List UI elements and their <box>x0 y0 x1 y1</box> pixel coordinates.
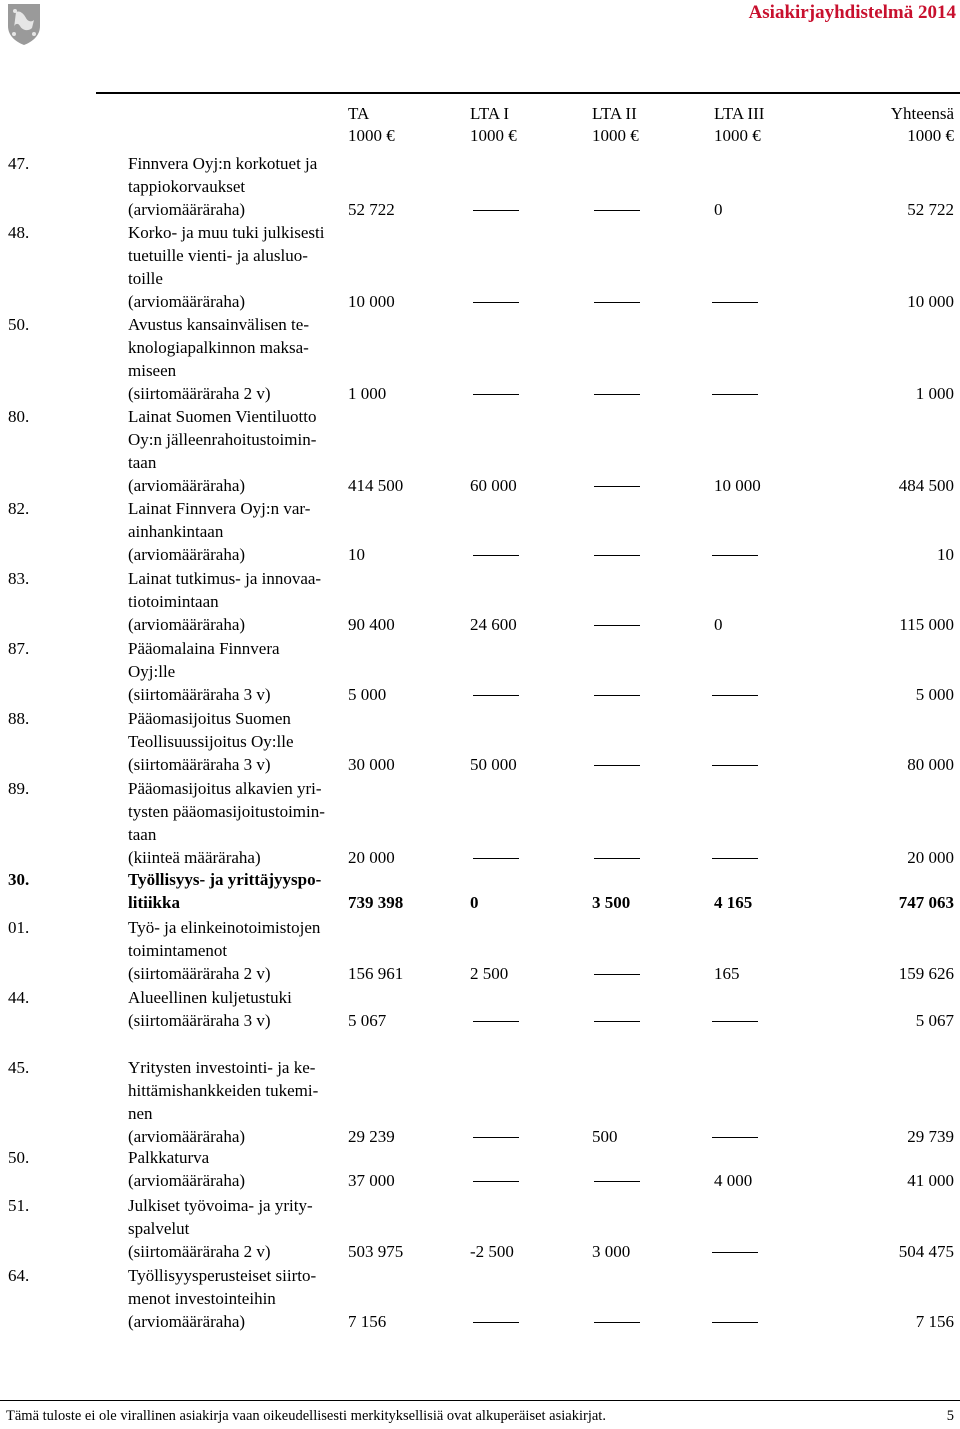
description-line: Oy:n jälleenrahoitustoimin- <box>128 430 317 449</box>
description-line: Avustus kansainvälisen te- <box>128 315 309 334</box>
column-header-lta2: LTA II 1000 € <box>592 104 639 145</box>
description-line: Lainat Suomen Vientiluotto <box>128 407 317 426</box>
value-l1: 2 500 <box>470 964 509 983</box>
description-line: (arviomääräraha) <box>128 292 246 311</box>
value-ta: 10 <box>348 545 365 564</box>
value-l1: 0 <box>470 893 479 912</box>
description-line: Oyj:lle <box>128 662 176 681</box>
page-header <box>0 0 960 68</box>
description-line: nen <box>128 1104 153 1123</box>
row-description <box>128 1056 340 1148</box>
empty-value-dash <box>712 1252 758 1253</box>
row-number: 64. <box>8 1266 30 1285</box>
value-ta: 30 000 <box>348 755 395 774</box>
row-number: 80. <box>8 407 30 426</box>
row-description <box>128 986 340 1032</box>
row-number: 47. <box>8 154 30 173</box>
row-description <box>128 637 340 706</box>
empty-value-dash <box>594 974 640 975</box>
value-tot: 747 063 <box>898 893 954 912</box>
row-description <box>128 777 340 869</box>
empty-value-dash <box>712 695 758 696</box>
description-line: tysten pääomasijoitustoimin- <box>128 802 325 821</box>
column-header-lta3: LTA III 1000 € <box>714 104 765 145</box>
empty-value-dash <box>473 695 519 696</box>
description-line: hittämishankkeiden tukemi- <box>128 1081 319 1100</box>
value-l3: 165 <box>714 964 740 983</box>
description-line: Julkiset työvoima- ja yrity- <box>128 1196 313 1215</box>
column-header-total: Yhteensä 1000 € <box>890 104 954 145</box>
row-description <box>128 497 340 566</box>
description-line: Lainat Finnvera Oyj:n var- <box>128 499 311 518</box>
row-description <box>128 313 340 405</box>
row-number: 89. <box>8 779 30 798</box>
description-line: Pääomasijoitus Suomen <box>128 709 291 728</box>
empty-value-dash <box>594 1021 640 1022</box>
description-line: litiikka <box>128 893 180 912</box>
description-line: (siirtomääräraha 3 v) <box>128 685 271 704</box>
value-l1: -2 500 <box>470 1242 514 1261</box>
value-ta: 10 000 <box>348 292 395 311</box>
row-description <box>128 1194 340 1263</box>
empty-value-dash <box>594 210 640 211</box>
empty-value-dash <box>473 1021 519 1022</box>
description-line: Lainat tutkimus- ja innovaa- <box>128 569 322 588</box>
value-tot: 5 067 <box>915 1011 954 1030</box>
description-line: menot investointeihin <box>128 1289 276 1308</box>
empty-value-dash <box>712 555 758 556</box>
value-ta: 20 000 <box>348 848 395 867</box>
description-line: (arviomääräraha) <box>128 1171 246 1190</box>
description-line: Pääomalaina Finnvera <box>128 639 280 658</box>
value-tot: 20 000 <box>907 848 954 867</box>
description-line: tuetuille vienti- ja alusluo- <box>128 246 308 265</box>
description-line: spalvelut <box>128 1219 190 1238</box>
row-description <box>128 1146 340 1192</box>
value-tot: 5 000 <box>915 685 954 704</box>
description-line: (siirtomääräraha 3 v) <box>128 755 271 774</box>
row-description <box>128 1264 340 1333</box>
empty-value-dash <box>473 302 519 303</box>
header-rule <box>96 92 960 94</box>
column-header-ta: TA 1000 € <box>348 104 395 145</box>
description-line: (arviomääräraha) <box>128 615 246 634</box>
value-ta: 1 000 <box>348 384 387 403</box>
value-l1: 60 000 <box>470 476 517 495</box>
row-number: 83. <box>8 569 30 588</box>
empty-value-dash <box>473 394 519 395</box>
row-description <box>128 221 340 313</box>
description-line: (arviomääräraha) <box>128 545 246 564</box>
description-line: (arviomääräraha) <box>128 476 246 495</box>
value-l3: 10 000 <box>714 476 761 495</box>
empty-value-dash <box>473 858 519 859</box>
coat-of-arms-icon <box>4 2 44 46</box>
empty-value-dash <box>712 765 758 766</box>
empty-value-dash <box>594 302 640 303</box>
description-line: (kiinteä määräraha) <box>128 848 261 867</box>
description-line: Yritysten investointi- ja ke- <box>128 1058 316 1077</box>
empty-value-dash <box>594 858 640 859</box>
empty-value-dash <box>594 695 640 696</box>
value-tot: 484 500 <box>898 476 954 495</box>
value-ta: 37 000 <box>348 1171 395 1190</box>
value-l3: 0 <box>714 200 723 219</box>
empty-value-dash <box>712 302 758 303</box>
value-ta: 29 239 <box>348 1127 395 1146</box>
description-line: (siirtomääräraha 2 v) <box>128 964 271 983</box>
page-number: 5 <box>946 1408 954 1424</box>
empty-value-dash <box>712 394 758 395</box>
description-line: Finnvera Oyj:n korkotuet ja <box>128 154 318 173</box>
description-line: taan <box>128 453 157 472</box>
empty-value-dash <box>473 1181 519 1182</box>
empty-value-dash <box>594 1181 640 1182</box>
empty-value-dash <box>473 1137 519 1138</box>
footer-rule <box>0 1400 960 1401</box>
description-line: (siirtomääräraha 2 v) <box>128 1242 271 1261</box>
empty-value-dash <box>594 555 640 556</box>
empty-value-dash <box>594 394 640 395</box>
row-number: 44. <box>8 988 30 1007</box>
value-tot: 10 000 <box>907 292 954 311</box>
empty-value-dash <box>594 486 640 487</box>
description-line: Teollisuussijoitus Oy:lle <box>128 732 294 751</box>
value-tot: 159 626 <box>898 964 954 983</box>
value-ta: 414 500 <box>348 476 404 495</box>
row-description <box>128 916 340 985</box>
document-title: Asiakirjayhdistelmä 2014 <box>748 2 956 23</box>
description-line: Työ- ja elinkeinotoimistojen <box>128 918 321 937</box>
empty-value-dash <box>473 210 519 211</box>
row-description <box>128 405 340 497</box>
row-description <box>128 707 340 776</box>
row-number: 82. <box>8 499 30 518</box>
row-number: 50. <box>8 1148 30 1167</box>
description-line: Pääomasijoitus alkavien yri- <box>128 779 322 798</box>
column-header-lta1: LTA I 1000 € <box>470 104 517 145</box>
row-description <box>128 868 340 914</box>
empty-value-dash <box>594 625 640 626</box>
row-number: 50. <box>8 315 30 334</box>
value-l2: 3 500 <box>592 893 631 912</box>
value-tot: 10 <box>937 545 954 564</box>
value-l3: 4 165 <box>714 893 753 912</box>
row-number: 01. <box>8 918 30 937</box>
value-l1: 50 000 <box>470 755 517 774</box>
description-line: knologiapalkinnon maksa- <box>128 338 309 357</box>
value-l2: 3 000 <box>592 1242 631 1261</box>
row-number: 30. <box>8 870 30 889</box>
row-description <box>128 567 340 636</box>
row-number: 87. <box>8 639 30 658</box>
row-number: 51. <box>8 1196 30 1215</box>
description-line: (arviomääräraha) <box>128 200 246 219</box>
description-line: Korko- ja muu tuki julkisesti <box>128 223 325 242</box>
value-tot: 29 739 <box>907 1127 954 1146</box>
row-number: 48. <box>8 223 30 242</box>
value-ta: 90 400 <box>348 615 395 634</box>
description-line: tiotoimintaan <box>128 592 219 611</box>
description-line: tappiokorvaukset <box>128 177 246 196</box>
value-tot: 1 000 <box>915 384 954 403</box>
description-line: (arviomääräraha) <box>128 1312 246 1331</box>
value-tot: 115 000 <box>899 615 954 634</box>
value-ta: 5 067 <box>348 1011 387 1030</box>
value-ta: 52 722 <box>348 200 395 219</box>
empty-value-dash <box>712 858 758 859</box>
value-l2: 500 <box>592 1127 618 1146</box>
value-tot: 52 722 <box>907 200 954 219</box>
description-line: ainhankintaan <box>128 522 224 541</box>
row-description <box>128 152 340 221</box>
empty-value-dash <box>712 1021 758 1022</box>
description-line: miseen <box>128 361 177 380</box>
value-l3: 0 <box>714 615 723 634</box>
row-number: 45. <box>8 1058 30 1077</box>
description-line: Työllisyysperusteiset siirto- <box>128 1266 317 1285</box>
description-line: taan <box>128 825 157 844</box>
empty-value-dash <box>594 765 640 766</box>
empty-value-dash <box>594 1322 640 1323</box>
value-ta: 739 398 <box>348 893 404 912</box>
description-line: (arviomääräraha) <box>128 1127 246 1146</box>
value-ta: 503 975 <box>348 1242 404 1261</box>
row-number: 88. <box>8 709 30 728</box>
description-line: Alueellinen kuljetustuki <box>128 988 292 1007</box>
footer-note: Tämä tuloste ei ole virallinen asiakirja vaan oikeudellisesti merkityksellisiä ovat alkuperäiset asiakirjat. <box>6 1408 606 1424</box>
description-line: Työllisyys- ja yrittäjyyspo- <box>128 870 322 889</box>
empty-value-dash <box>712 1322 758 1323</box>
empty-value-dash <box>473 555 519 556</box>
description-line: toille <box>128 269 163 288</box>
description-line: (siirtomääräraha 3 v) <box>128 1011 271 1030</box>
value-tot: 80 000 <box>907 755 954 774</box>
empty-value-dash <box>712 1137 758 1138</box>
value-ta: 7 156 <box>348 1312 387 1331</box>
value-l1: 24 600 <box>470 615 517 634</box>
description-line: (siirtomääräraha 2 v) <box>128 384 271 403</box>
value-ta: 156 961 <box>348 964 404 983</box>
description-line: toimintamenot <box>128 941 228 960</box>
value-tot: 41 000 <box>907 1171 954 1190</box>
description-line: Palkkaturva <box>128 1148 210 1167</box>
value-tot: 7 156 <box>915 1312 954 1331</box>
value-ta: 5 000 <box>348 685 387 704</box>
value-l3: 4 000 <box>714 1171 753 1190</box>
empty-value-dash <box>473 1322 519 1323</box>
value-tot: 504 475 <box>898 1242 954 1261</box>
